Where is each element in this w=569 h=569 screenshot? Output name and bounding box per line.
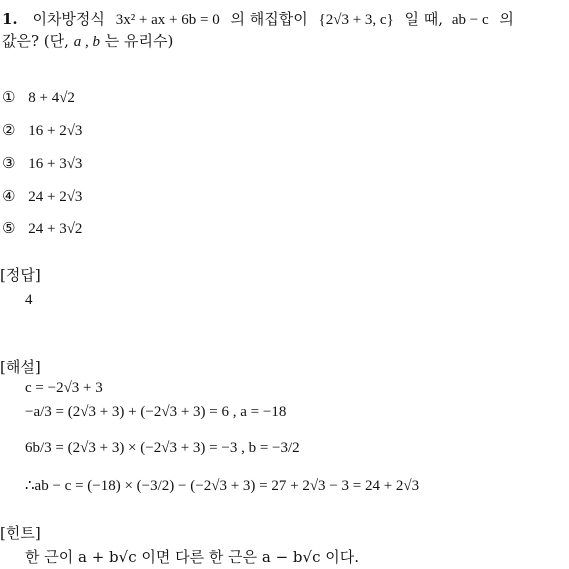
option-2[interactable] — [2, 121, 82, 140]
option-3[interactable] — [2, 154, 82, 173]
condition-a: a — [73, 34, 82, 50]
option-5[interactable] — [2, 219, 82, 238]
question-ask: ab − c — [451, 12, 489, 28]
option-text: 8 + 4√2 — [28, 90, 75, 106]
option-marker: ⑤ — [2, 219, 16, 237]
question-text-prefix: 이차방정식 — [32, 10, 105, 28]
hint-text: 한 근이 a + b√c 이면 다른 한 근은 a − b√c 이다. — [25, 548, 360, 566]
question-line-1 — [2, 8, 514, 29]
solution-line-1: c = −2√3 + 3 — [25, 380, 103, 396]
hint-label: [힌트] — [0, 524, 41, 542]
answer-value: 4 — [25, 292, 33, 308]
option-4[interactable] — [2, 187, 82, 206]
question-text-end: 의 — [499, 10, 514, 28]
question-equation: 3x² + ax + 6b = 0 — [115, 12, 220, 28]
option-text: 16 + 2√3 — [28, 123, 83, 139]
question-line-2: 값은? (단, a , b 는 유리수) — [2, 32, 174, 50]
question-number: 1. — [2, 10, 18, 28]
question-text-suffix: 일 때, — [404, 10, 444, 28]
solution-line-3: 6b/3 = (2√3 + 3) × (−2√3 + 3) = −3 , b = −3/2 — [25, 440, 300, 456]
condition-b: b — [92, 34, 100, 50]
question-line2-text: 값은? (단, — [2, 32, 69, 50]
question-text-mid: 의 해집합이 — [230, 10, 308, 28]
option-text: 16 + 3√3 — [28, 156, 83, 172]
solution-label: [해설] — [0, 358, 41, 376]
question-line2-end: 는 유리수) — [104, 32, 174, 50]
option-marker: ③ — [2, 154, 16, 172]
answer-label: [정답] — [0, 266, 41, 284]
option-text: 24 + 3√2 — [28, 221, 83, 237]
option-1[interactable] — [2, 88, 75, 107]
solution-line-2: −a/3 = (2√3 + 3) + (−2√3 + 3) = 6 , a = −18 — [25, 404, 287, 420]
option-marker: ① — [2, 88, 16, 106]
option-marker: ② — [2, 121, 16, 139]
option-text: 24 + 2√3 — [28, 189, 83, 205]
solution-line-4: ∴ab − c = (−18) × (−3/2) − (−2√3 + 3) = 27 + 2√3 − 3 = 24 + 2√3 — [25, 478, 420, 494]
question-set: {2√3 + 3, c} — [318, 12, 394, 28]
option-marker: ④ — [2, 187, 16, 205]
